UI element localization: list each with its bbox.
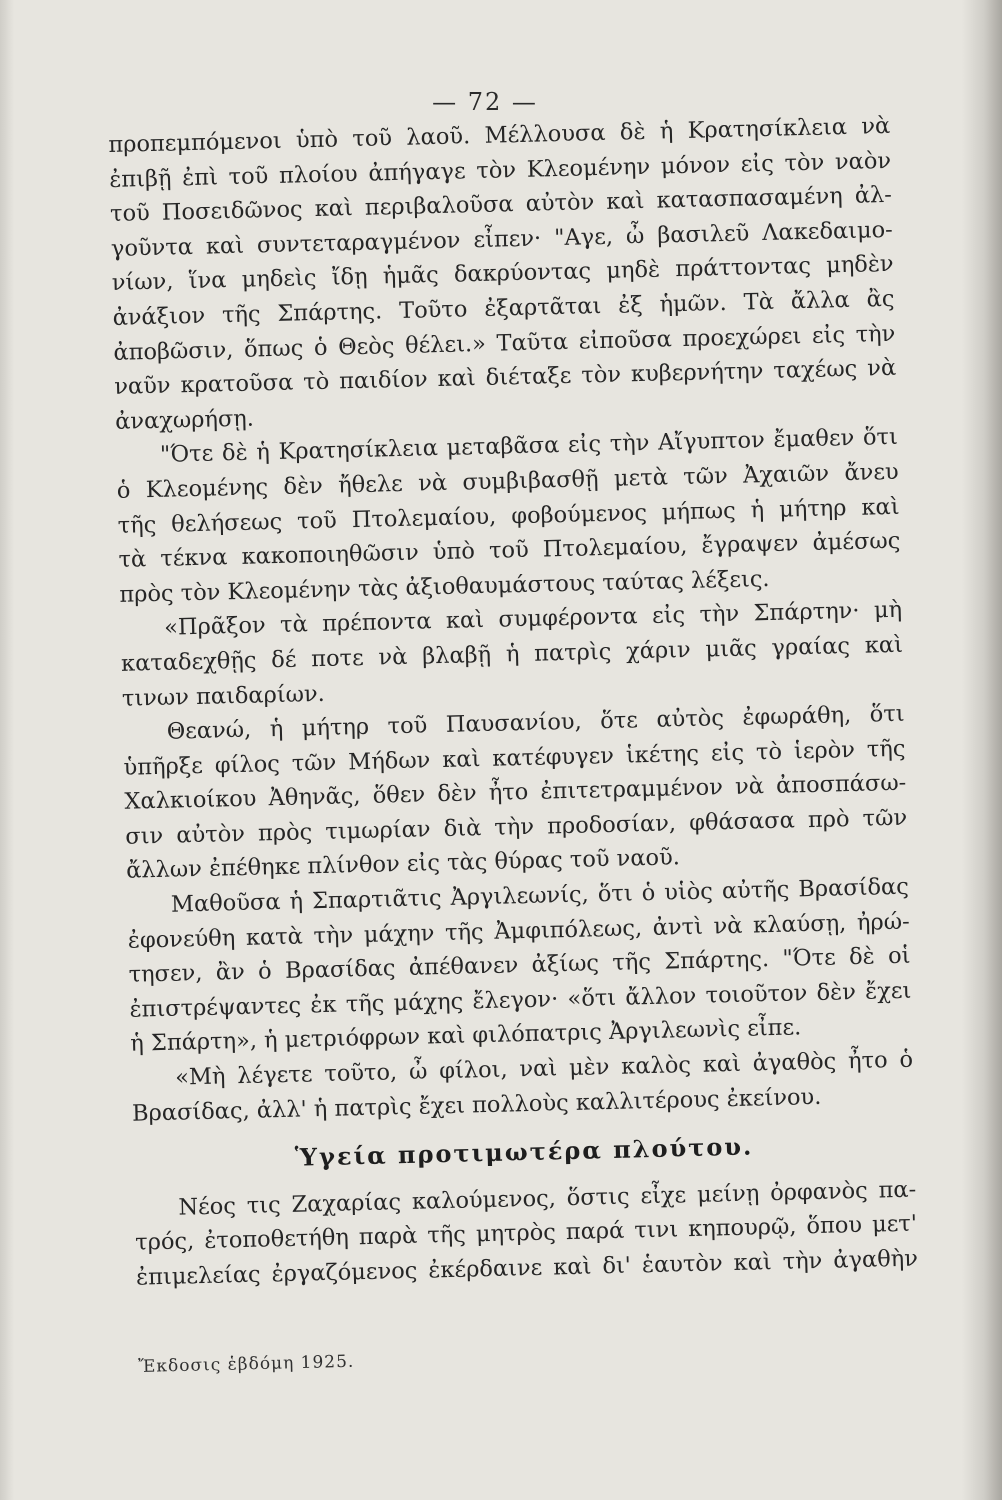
text-line: ἐπιβῇ ἐπὶ τοῦ πλοίου ἀπήγαγε τὸν Κλεομένην μόνον εἰς τὸν ναὸν	[108, 147, 892, 193]
text-line: "Ότε δὲ ἡ Κρατησίκλεια μεταβᾶσα εἰς τὴν Αἴγυπτον ἔμαθεν ὅτι	[159, 424, 899, 469]
text-line: τησεν, ἂν ὁ Βρασίδας ἀπέθανεν ἀξίως τῆς Σπάρτης. "Ότε δὲ οἱ	[128, 942, 911, 988]
text-line: ὑπῆρξε φίλος τῶν Μήδων καὶ κατέφυγεν ἱκέτης εἰς τὸ ἱερὸν τῆς	[123, 735, 906, 781]
text-line: Χαλκιοίκου Ἀθηνᾶς, ὅθεν δὲν ἦτο ἐπιτετραμμένον νὰ ἀποσπάσω-	[124, 769, 907, 816]
text-line: ἀποβῶσιν, ὅπως ὁ Θεὸς θέλει.» Ταῦτα εἰποῦσα προεχώρει εἰς τὴν	[113, 320, 896, 366]
text-line: ἐπιστρέψαντες ἐκ τῆς μάχης ἔλεγον· «ὅτι ἄλλον τοιοῦτον δὲν ἔχει	[129, 977, 912, 1023]
text-line: Βρασίδας, ἀλλ' ἡ πατρὶς ἔχει πολλοὺς καλλιτέρους ἐκείνου.	[131, 1083, 822, 1127]
body-text	[108, 109, 918, 1295]
text-line: «Μὴ λέγετε τοῦτο, ὦ φίλοι, ναὶ μὲν καλὸς καὶ ἀγαθὸς ἦτο ὁ	[174, 1046, 914, 1091]
text-line: γοῦντα καὶ συντεταραγμένον εἶπεν· "Αγε, ὦ βασιλεῦ Λακεδαιμο-	[110, 216, 894, 262]
text-line: ναῦν κρατοῦσα τὸ παιδίον καὶ διέταξε τὸν κυβερνήτην ταχέως νὰ	[114, 354, 897, 401]
text-line: σιν αὐτὸν πρὸς τιμωρίαν διὰ τὴν προδοσίαν, φθάσασα πρὸ τῶν	[125, 804, 908, 850]
binding-shadow	[962, 0, 1002, 1500]
page-number: — 72 —	[432, 88, 538, 116]
text-line: Νέος τις Ζαχαρίας καλούμενος, ὅστις εἶχε μείνῃ ὀρφανὸς πα-	[178, 1176, 917, 1221]
text-line: ὁ Κλεομένης δὲν ἤθελε νὰ συμβιβασθῇ μετὰ τῶν Ἀχαιῶν ἄνευ	[116, 458, 899, 504]
text-line: νίων, ἵνα μηδεὶς ἴδῃ ἡμᾶς δακρύοντας μηδὲ πράττοντας μηδὲν	[111, 251, 894, 297]
edition-footer: Ἔκδοσις ἑβδόμη 1925.	[138, 1351, 355, 1377]
text-line: ἀνάξιον τῆς Σπάρτης. Τοῦτο ἐξαρτᾶται ἐξ ἡμῶν. Τὰ ἄλλα ἂς	[112, 285, 895, 331]
text-line: ἄλλων ἐπέθηκε πλίνθον εἰς τὰς θύρας τοῦ ναοῦ.	[125, 844, 681, 885]
text-line: ἀναχωρήσῃ.	[114, 405, 255, 435]
text-line: ἡ Σπάρτη», ἡ μετριόφρων καὶ φιλόπατρις Ἀργιλεωνὶς εἶπε.	[130, 1014, 802, 1058]
text-line: προπεμπόμενοι ὑπὸ τοῦ λαοῦ. Μέλλουσα δὲ ἡ Κρατησίκλεια νὰ	[108, 112, 891, 158]
text-line: «Πρᾶξον τὰ πρέποντα καὶ συμφέροντα εἰς τὴν Σπάρτην· μὴ	[163, 597, 903, 642]
section-heading: Ὑγεία προτιμωτέρα πλούτου.	[294, 1131, 754, 1172]
text-line: ἐφονεύθη κατὰ τὴν μάχην τῆς Ἀμφιπόλεως, ἀντὶ νὰ κλαύσῃ, ἠρώ-	[127, 908, 910, 954]
text-line: τὰ τέκνα κακοποιηθῶσιν ὑπὸ τοῦ Πτολεμαίου, ἔγραψεν ἀμέσως	[118, 527, 901, 573]
text-line: τῆς θελήσεως τοῦ Πτολεμαίου, φοβούμενος μήπως ἡ μήτηρ καὶ	[117, 493, 900, 539]
text-line: τοῦ Ποσειδῶνος καὶ περιβαλοῦσα αὐτὸν καὶ κατασπασαμένη ἀλ-	[109, 182, 893, 228]
page-left-edge	[0, 0, 14, 1500]
text-line: ἐπιμελείας ἐργαζόμενος ἐκέρδαινε καὶ δι' ἑαυτὸν καὶ τὴν ἀγαθὴν	[135, 1245, 919, 1291]
text-line: τρός, ἐτοποθετήθη παρὰ τῆς μητρὸς παρά τινι κηπουρῷ, ὅπου μετ'	[134, 1210, 918, 1257]
text-line: Μαθοῦσα ἡ Σπαρτιᾶτις Ἀργιλεωνίς, ὅτι ὁ υἱὸς αὐτῆς Βρασίδας	[170, 873, 910, 918]
text-line: πρὸς τὸν Κλεομένην τὰς ἀξιοθαυμάστους ταύτας λέξεις.	[119, 565, 770, 608]
text-line: τινων παιδαρίων.	[121, 680, 326, 712]
text-line: καταδεχθῇς δέ ποτε νὰ βλαβῇ ἡ πατρὶς χάριν μιᾶς γραίας καὶ	[120, 631, 904, 677]
text-line: Θεανώ, ἡ μήτηρ τοῦ Παυσανίου, ὅτε αὐτὸς ἐφωράθη, ὅτι	[166, 700, 905, 745]
